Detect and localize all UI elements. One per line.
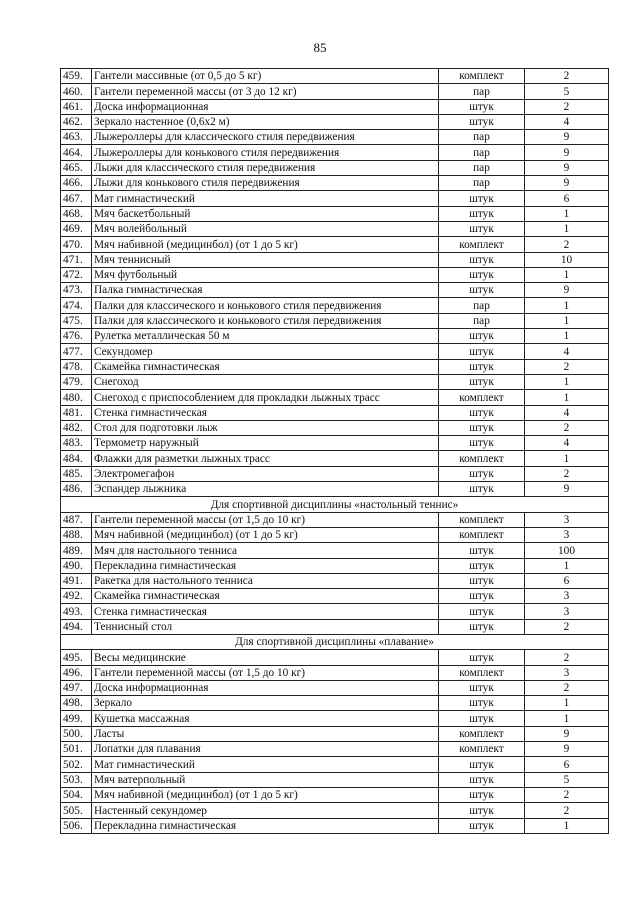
item-number: 498. (61, 696, 92, 711)
item-quantity: 2 (525, 466, 609, 481)
table-row (61, 558, 609, 573)
item-unit: штук (439, 221, 525, 236)
item-quantity: 4 (525, 405, 609, 420)
item-name: Перекладина гимнастическая (92, 558, 439, 573)
item-name: Мяч волейбольный (92, 221, 439, 236)
item-number: 479. (61, 374, 92, 389)
item-number: 476. (61, 329, 92, 344)
item-name: Стенка гимнастическая (92, 604, 439, 619)
table-row (61, 237, 609, 252)
item-number: 460. (61, 84, 92, 99)
item-unit: комплект (439, 237, 525, 252)
item-number: 481. (61, 405, 92, 420)
item-number: 501. (61, 742, 92, 757)
item-number: 490. (61, 558, 92, 573)
item-name: Стенка гимнастическая (92, 405, 439, 420)
item-name: Эспандер лыжника (92, 482, 439, 497)
item-number: 468. (61, 206, 92, 221)
item-quantity: 1 (525, 221, 609, 236)
table-row (61, 191, 609, 206)
item-quantity: 1 (525, 818, 609, 833)
table-row (61, 589, 609, 604)
item-name: Зеркало (92, 696, 439, 711)
item-quantity: 9 (525, 145, 609, 160)
table-row (61, 329, 609, 344)
table-row (61, 527, 609, 542)
item-quantity: 4 (525, 436, 609, 451)
item-unit: штук (439, 114, 525, 129)
item-unit: пар (439, 160, 525, 175)
table-row (61, 176, 609, 191)
item-number: 504. (61, 787, 92, 802)
item-quantity: 6 (525, 191, 609, 206)
item-quantity: 2 (525, 69, 609, 84)
item-number: 502. (61, 757, 92, 772)
equipment-table-body (61, 69, 609, 834)
item-quantity: 1 (525, 313, 609, 328)
section-header-row (61, 634, 609, 649)
item-unit: штук (439, 711, 525, 726)
table-row (61, 665, 609, 680)
item-unit: комплект (439, 451, 525, 466)
item-quantity: 5 (525, 84, 609, 99)
item-name: Весы медицинские (92, 650, 439, 665)
item-quantity: 4 (525, 344, 609, 359)
item-number: 487. (61, 512, 92, 527)
item-quantity: 4 (525, 114, 609, 129)
item-name: Мяч для настольного тенниса (92, 543, 439, 558)
item-number: 474. (61, 298, 92, 313)
item-quantity: 1 (525, 711, 609, 726)
item-unit: штук (439, 803, 525, 818)
section-title: Для спортивной дисциплины «плавание» (61, 634, 609, 649)
item-number: 467. (61, 191, 92, 206)
item-quantity: 2 (525, 99, 609, 114)
table-row (61, 374, 609, 389)
item-unit: штук (439, 267, 525, 282)
table-row (61, 543, 609, 558)
item-quantity: 2 (525, 359, 609, 374)
item-number: 486. (61, 482, 92, 497)
item-quantity: 3 (525, 665, 609, 680)
table-row (61, 160, 609, 175)
item-quantity: 5 (525, 772, 609, 787)
item-number: 493. (61, 604, 92, 619)
item-unit: штук (439, 757, 525, 772)
item-number: 480. (61, 390, 92, 405)
item-quantity: 3 (525, 589, 609, 604)
table-row (61, 420, 609, 435)
table-row (61, 466, 609, 481)
item-name: Гантели массивные (от 0,5 до 5 кг) (92, 69, 439, 84)
item-number: 497. (61, 680, 92, 695)
table-row (61, 344, 609, 359)
item-quantity: 2 (525, 803, 609, 818)
table-row (61, 787, 609, 802)
item-number: 503. (61, 772, 92, 787)
table-row (61, 390, 609, 405)
table-row (61, 742, 609, 757)
table-row (61, 84, 609, 99)
table-row (61, 650, 609, 665)
item-name: Стол для подготовки лыж (92, 420, 439, 435)
item-name: Скамейка гимнастическая (92, 359, 439, 374)
section-title: Для спортивной дисциплины «настольный теннис» (61, 497, 609, 512)
item-quantity: 6 (525, 573, 609, 588)
item-name: Настенный секундомер (92, 803, 439, 818)
item-unit: штук (439, 436, 525, 451)
item-name: Рулетка металлическая 50 м (92, 329, 439, 344)
item-unit: штук (439, 283, 525, 298)
table-row (61, 283, 609, 298)
item-name: Зеркало настенное (0,6х2 м) (92, 114, 439, 129)
item-quantity: 9 (525, 482, 609, 497)
item-name: Термометр наружный (92, 436, 439, 451)
table-row (61, 482, 609, 497)
item-name: Ракетка для настольного тенниса (92, 573, 439, 588)
table-row (61, 313, 609, 328)
item-quantity: 9 (525, 130, 609, 145)
item-quantity: 1 (525, 696, 609, 711)
item-name: Мяч футбольный (92, 267, 439, 282)
item-number: 477. (61, 344, 92, 359)
item-name: Мяч баскетбольный (92, 206, 439, 221)
item-name: Лыжероллеры для классического стиля передвижения (92, 130, 439, 145)
item-unit: комплект (439, 527, 525, 542)
table-row (61, 145, 609, 160)
item-quantity: 6 (525, 757, 609, 772)
item-quantity: 9 (525, 160, 609, 175)
item-number: 489. (61, 543, 92, 558)
table-row (61, 680, 609, 695)
item-name: Лопатки для плавания (92, 742, 439, 757)
item-number: 491. (61, 573, 92, 588)
item-number: 465. (61, 160, 92, 175)
item-name: Доска информационная (92, 99, 439, 114)
item-name: Мяч набивной (медицинбол) (от 1 до 5 кг) (92, 787, 439, 802)
item-name: Мат гимнастический (92, 191, 439, 206)
item-quantity: 1 (525, 451, 609, 466)
item-unit: пар (439, 176, 525, 191)
table-row (61, 818, 609, 833)
item-quantity: 9 (525, 726, 609, 741)
item-unit: штук (439, 329, 525, 344)
item-unit: комплект (439, 390, 525, 405)
table-row (61, 757, 609, 772)
item-name: Доска информационная (92, 680, 439, 695)
item-name: Лыжи для конькового стиля передвижения (92, 176, 439, 191)
item-quantity: 3 (525, 512, 609, 527)
item-name: Теннисный стол (92, 619, 439, 634)
item-unit: штук (439, 466, 525, 481)
table-row (61, 221, 609, 236)
item-number: 496. (61, 665, 92, 680)
item-name: Снегоход с приспособлением для прокладки лыжных трасс (92, 390, 439, 405)
item-quantity: 9 (525, 176, 609, 191)
item-unit: штук (439, 543, 525, 558)
item-unit: пар (439, 298, 525, 313)
item-unit: штук (439, 650, 525, 665)
item-unit: штук (439, 99, 525, 114)
item-unit: штук (439, 573, 525, 588)
item-unit: штук (439, 359, 525, 374)
item-name: Мяч теннисный (92, 252, 439, 267)
item-number: 469. (61, 221, 92, 236)
item-quantity: 1 (525, 267, 609, 282)
item-number: 492. (61, 589, 92, 604)
item-unit: штук (439, 619, 525, 634)
item-unit: комплект (439, 726, 525, 741)
item-number: 483. (61, 436, 92, 451)
item-number: 464. (61, 145, 92, 160)
item-number: 484. (61, 451, 92, 466)
section-header-row (61, 497, 609, 512)
item-name: Секундомер (92, 344, 439, 359)
item-quantity: 2 (525, 680, 609, 695)
item-unit: штук (439, 482, 525, 497)
item-name: Снегоход (92, 374, 439, 389)
item-quantity: 2 (525, 619, 609, 634)
item-name: Электромегафон (92, 466, 439, 481)
item-quantity: 3 (525, 527, 609, 542)
table-row (61, 573, 609, 588)
table-row (61, 451, 609, 466)
item-quantity: 2 (525, 237, 609, 252)
item-name: Мяч набивной (медицинбол) (от 1 до 5 кг) (92, 237, 439, 252)
item-unit: штук (439, 405, 525, 420)
item-unit: штук (439, 420, 525, 435)
table-row (61, 619, 609, 634)
item-quantity: 9 (525, 283, 609, 298)
table-row (61, 604, 609, 619)
table-row (61, 405, 609, 420)
item-name: Кушетка массажная (92, 711, 439, 726)
table-row (61, 512, 609, 527)
item-unit: пар (439, 145, 525, 160)
item-name: Скамейка гимнастическая (92, 589, 439, 604)
item-unit: штук (439, 206, 525, 221)
item-quantity: 1 (525, 558, 609, 573)
item-name: Мат гимнастический (92, 757, 439, 772)
item-unit: штук (439, 787, 525, 802)
item-number: 500. (61, 726, 92, 741)
item-unit: штук (439, 772, 525, 787)
item-number: 505. (61, 803, 92, 818)
item-unit: штук (439, 252, 525, 267)
item-number: 482. (61, 420, 92, 435)
item-unit: пар (439, 84, 525, 99)
item-name: Палки для классического и конькового стиля передвижения (92, 298, 439, 313)
item-name: Лыжи для классического стиля передвижения (92, 160, 439, 175)
item-quantity: 1 (525, 329, 609, 344)
item-quantity: 3 (525, 604, 609, 619)
item-number: 463. (61, 130, 92, 145)
item-number: 499. (61, 711, 92, 726)
item-number: 495. (61, 650, 92, 665)
table-row (61, 114, 609, 129)
item-unit: штук (439, 374, 525, 389)
table-row (61, 130, 609, 145)
item-number: 485. (61, 466, 92, 481)
item-name: Ласты (92, 726, 439, 741)
item-name: Флажки для разметки лыжных трасс (92, 451, 439, 466)
table-row (61, 772, 609, 787)
item-unit: штук (439, 558, 525, 573)
item-number: 466. (61, 176, 92, 191)
item-quantity: 2 (525, 420, 609, 435)
item-unit: пар (439, 130, 525, 145)
item-number: 488. (61, 527, 92, 542)
table-row (61, 69, 609, 84)
table-row (61, 726, 609, 741)
item-number: 494. (61, 619, 92, 634)
item-unit: комплект (439, 69, 525, 84)
item-number: 462. (61, 114, 92, 129)
item-name: Гантели переменной массы (от 1,5 до 10 кг) (92, 665, 439, 680)
table-row (61, 359, 609, 374)
item-name: Гантели переменной массы (от 1,5 до 10 кг) (92, 512, 439, 527)
item-name: Гантели переменной массы (от 3 до 12 кг) (92, 84, 439, 99)
table-row (61, 803, 609, 818)
item-quantity: 1 (525, 298, 609, 313)
item-unit: комплект (439, 665, 525, 680)
item-quantity: 2 (525, 787, 609, 802)
item-unit: штук (439, 191, 525, 206)
table-row (61, 206, 609, 221)
item-quantity: 2 (525, 650, 609, 665)
item-quantity: 10 (525, 252, 609, 267)
item-number: 475. (61, 313, 92, 328)
item-quantity: 1 (525, 390, 609, 405)
equipment-table (60, 68, 609, 834)
item-name: Лыжероллеры для конькового стиля передвижения (92, 145, 439, 160)
item-unit: штук (439, 589, 525, 604)
item-number: 461. (61, 99, 92, 114)
item-unit: комплект (439, 742, 525, 757)
item-unit: комплект (439, 512, 525, 527)
table-row (61, 267, 609, 282)
item-quantity: 9 (525, 742, 609, 757)
table-row (61, 298, 609, 313)
item-unit: штук (439, 680, 525, 695)
item-number: 470. (61, 237, 92, 252)
item-number: 471. (61, 252, 92, 267)
item-number: 473. (61, 283, 92, 298)
item-number: 478. (61, 359, 92, 374)
item-number: 459. (61, 69, 92, 84)
item-name: Палка гимнастическая (92, 283, 439, 298)
table-row (61, 252, 609, 267)
item-number: 506. (61, 818, 92, 833)
table-row (61, 99, 609, 114)
item-name: Палки для классического и конькового стиля передвижения (92, 313, 439, 328)
item-unit: пар (439, 313, 525, 328)
table-row (61, 436, 609, 451)
item-number: 472. (61, 267, 92, 282)
item-name: Перекладина гимнастическая (92, 818, 439, 833)
item-unit: штук (439, 344, 525, 359)
item-unit: штук (439, 818, 525, 833)
item-quantity: 1 (525, 206, 609, 221)
item-quantity: 1 (525, 374, 609, 389)
item-quantity: 100 (525, 543, 609, 558)
item-unit: штук (439, 696, 525, 711)
item-unit: штук (439, 604, 525, 619)
item-name: Мяч набивной (медицинбол) (от 1 до 5 кг) (92, 527, 439, 542)
item-name: Мяч ватерпольный (92, 772, 439, 787)
table-row (61, 711, 609, 726)
page-number: 85 (313, 40, 327, 55)
table-row (61, 696, 609, 711)
